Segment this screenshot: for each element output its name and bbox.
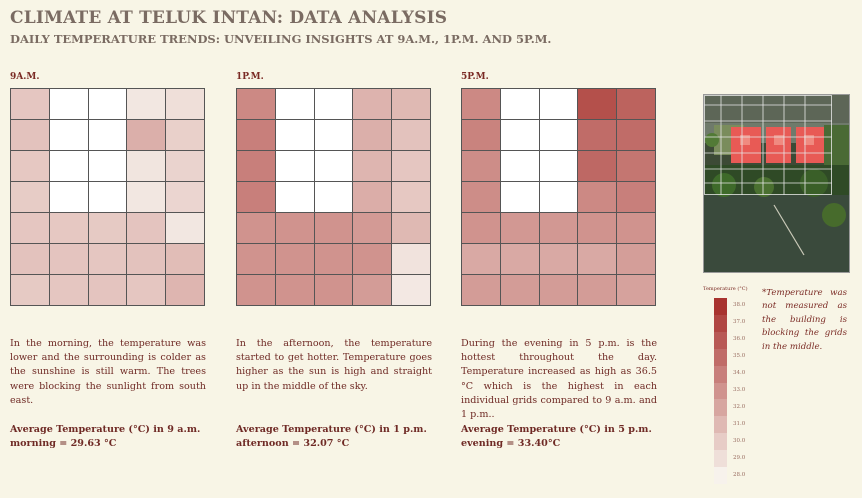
heatmap-cell-r5-c5: [166, 213, 204, 243]
heatmap-cell-r1-c3: [315, 89, 353, 119]
legend-tick-label: 28.0: [733, 471, 746, 478]
average-9am-value: morning = 29.63 °C: [10, 438, 117, 450]
heatmap-cell-r1-c5: [166, 89, 204, 119]
heatmap-cell-r7-c1: [462, 275, 500, 305]
legend-swatch: [714, 315, 727, 332]
heatmap-cell-r2-c3: [89, 120, 127, 150]
heatmap-cell-r5-c3: [89, 213, 127, 243]
heatmap-cell-r4-c2: [276, 182, 314, 212]
legend-tick-label: 38.0: [733, 302, 746, 309]
description-5pm: During the evening in 5 p.m. is the hottest throughout the day. Temperature increased as high as 36.5 °C which is the highest in each individual grids compared to 9 a.m. and 1 p.m..: [461, 338, 657, 421]
legend-swatch: [714, 399, 727, 416]
heatmap-cell-r4-c1: [462, 182, 500, 212]
page-title: CLIMATE AT TELUK INTAN: DATA ANALYSIS: [10, 8, 448, 28]
average-1pm: [236, 423, 466, 451]
average-9am: [10, 423, 240, 451]
heatmap-cell-r4-c3: [89, 182, 127, 212]
heatmap-cell-r5-c2: [50, 213, 88, 243]
heatmap-cell-r7-c1: [11, 275, 49, 305]
average-1pm-label: Average Temperature (°C) in 1 p.m.: [236, 424, 427, 435]
heatmap-cell-r5-c4: [127, 213, 165, 243]
heatmap-cell-r7-c2: [501, 275, 539, 305]
heatmap-cell-r5-c2: [276, 213, 314, 243]
panel-label-5pm: 5P.M.: [461, 72, 489, 82]
heatmap-cell-r3-c5: [392, 151, 430, 181]
heatmap-cell-r5-c3: [315, 213, 353, 243]
heatmap-cell-r3-c1: [11, 151, 49, 181]
heatmap-cell-r6-c3: [540, 244, 578, 274]
heatmap-cell-r6-c3: [89, 244, 127, 274]
heatmap-cell-r4-c2: [501, 182, 539, 212]
panel-label-1pm: 1P.M.: [236, 72, 264, 82]
heatmap-cell-r5-c4: [578, 213, 616, 243]
heatmap-cell-r1-c4: [127, 89, 165, 119]
average-9am-label: Average Temperature (°C) in 9 a.m.: [10, 424, 201, 435]
heatmap-cell-r1-c2: [50, 89, 88, 119]
heatmap-cell-r6-c4: [353, 244, 391, 274]
heatmap-cell-r2-c4: [578, 120, 616, 150]
legend-tick-label: 34.0: [733, 370, 746, 377]
heatmap-cell-r4-c5: [166, 182, 204, 212]
heatmap-cell-r5-c1: [11, 213, 49, 243]
heatmap-cell-r2-c2: [276, 120, 314, 150]
heatmap-cell-r5-c2: [501, 213, 539, 243]
not-measured-note: *Temperature was not measured as the building is blocking the grids in the middle.: [762, 288, 847, 352]
legend-swatch: [714, 383, 727, 400]
legend-swatch: [714, 349, 727, 366]
heatmap-cell-r7-c5: [617, 275, 655, 305]
heatmap-cell-r5-c1: [462, 213, 500, 243]
heatmap-cell-r1-c1: [237, 89, 275, 119]
heatmap-cell-r1-c5: [617, 89, 655, 119]
heatmap-cell-r7-c3: [315, 275, 353, 305]
heatmap-cell-r6-c5: [617, 244, 655, 274]
heatmap-cell-r1-c3: [89, 89, 127, 119]
heatmap-cell-r3-c2: [501, 151, 539, 181]
heatmap-cell-r4-c1: [11, 182, 49, 212]
color-scale-legend: [714, 298, 727, 484]
heatmap-cell-r7-c3: [540, 275, 578, 305]
heatmap-cell-r5-c5: [392, 213, 430, 243]
heatmap-cell-r2-c4: [353, 120, 391, 150]
average-5pm-value: evening = 33.40°C: [461, 438, 561, 450]
heatmap-cell-r1-c1: [11, 89, 49, 119]
heatmap-cell-r2-c3: [315, 120, 353, 150]
heatmap-cell-r3-c1: [462, 151, 500, 181]
heatmap-cell-r7-c5: [166, 275, 204, 305]
heatmap-cell-r3-c2: [276, 151, 314, 181]
heatmap-cell-r1-c3: [540, 89, 578, 119]
heatmap-cell-r1-c2: [276, 89, 314, 119]
heatmap-cell-r6-c2: [501, 244, 539, 274]
page-subtitle: DAILY TEMPERATURE TRENDS: UNVEILING INSIGHTS AT 9A.M., 1P.M. AND 5P.M.: [10, 32, 552, 46]
heatmap-cell-r2-c1: [11, 120, 49, 150]
heatmap-cell-r6-c2: [50, 244, 88, 274]
heatmap-cell-r6-c4: [127, 244, 165, 274]
average-5pm-label: Average Temperature (°C) in 5 p.m.: [461, 424, 652, 435]
heatmap-cell-r3-c2: [50, 151, 88, 181]
heatmap-cell-r6-c1: [11, 244, 49, 274]
heatmap-cell-r4-c3: [540, 182, 578, 212]
heatmap-cell-r3-c5: [617, 151, 655, 181]
heatmap-cell-r7-c1: [237, 275, 275, 305]
heatmap-cell-r6-c2: [276, 244, 314, 274]
heatmap-cell-r5-c3: [540, 213, 578, 243]
heatmap-cell-r2-c5: [617, 120, 655, 150]
heatmap-cell-r3-c3: [315, 151, 353, 181]
heatmap-cell-r1-c1: [462, 89, 500, 119]
heatmap-cell-r4-c4: [578, 182, 616, 212]
heatmap-cell-r2-c1: [462, 120, 500, 150]
legend-tick-label: 30.0: [733, 437, 746, 444]
legend-tick-label: 37.0: [733, 319, 746, 326]
heatmap-1pm: [236, 88, 431, 306]
heatmap-cell-r2-c1: [237, 120, 275, 150]
legend-title: Temperature (°C): [703, 286, 748, 292]
heatmap-cell-r2-c2: [501, 120, 539, 150]
legend-swatch: [714, 450, 727, 467]
heatmap-cell-r7-c2: [276, 275, 314, 305]
heatmap-cell-r2-c4: [127, 120, 165, 150]
heatmap-cell-r3-c4: [353, 151, 391, 181]
legend-swatch: [714, 433, 727, 450]
heatmap-cell-r7-c2: [50, 275, 88, 305]
aerial-map-image: [704, 95, 849, 272]
heatmap-cell-r7-c5: [392, 275, 430, 305]
heatmap-cell-r2-c5: [166, 120, 204, 150]
heatmap-cell-r6-c1: [462, 244, 500, 274]
heatmap-cell-r1-c5: [392, 89, 430, 119]
heatmap-cell-r3-c1: [237, 151, 275, 181]
heatmap-9am: [10, 88, 205, 306]
heatmap-cell-r4-c5: [392, 182, 430, 212]
heatmap-cell-r7-c4: [127, 275, 165, 305]
heatmap-cell-r3-c3: [540, 151, 578, 181]
heatmap-cell-r6-c3: [315, 244, 353, 274]
heatmap-cell-r5-c5: [617, 213, 655, 243]
legend-tick-label: 36.0: [733, 336, 746, 343]
heatmap-cell-r7-c4: [578, 275, 616, 305]
description-1pm: In the afternoon, the temperature started to get hotter. Temperature goes higher as the sun is high and straight up in the middle of the sky.: [236, 338, 432, 392]
legend-tick-label: 29.0: [733, 454, 746, 461]
heatmap-5pm: [461, 88, 656, 306]
heatmap-cell-r2-c2: [50, 120, 88, 150]
heatmap-cell-r1-c4: [353, 89, 391, 119]
legend-swatch: [714, 467, 727, 484]
heatmap-cell-r3-c5: [166, 151, 204, 181]
legend-tick-label: 35.0: [733, 353, 746, 360]
heatmap-cell-r6-c5: [166, 244, 204, 274]
heatmap-cell-r6-c5: [392, 244, 430, 274]
heatmap-cell-r6-c4: [578, 244, 616, 274]
heatmap-cell-r4-c3: [315, 182, 353, 212]
legend-swatch: [714, 298, 727, 315]
legend-tick-label: 31.0: [733, 420, 746, 427]
heatmap-cell-r3-c4: [127, 151, 165, 181]
heatmap-cell-r2-c5: [392, 120, 430, 150]
site-aerial-map: [703, 94, 850, 273]
average-5pm: [461, 423, 691, 451]
legend-swatch: [714, 366, 727, 383]
legend-tick-label: 33.0: [733, 387, 746, 393]
heatmap-cell-r1-c2: [501, 89, 539, 119]
heatmap-cell-r4-c2: [50, 182, 88, 212]
heatmap-cell-r4-c1: [237, 182, 275, 212]
heatmap-cell-r4-c5: [617, 182, 655, 212]
legend-swatch: [714, 416, 727, 433]
heatmap-cell-r7-c4: [353, 275, 391, 305]
heatmap-cell-r5-c1: [237, 213, 275, 243]
heatmap-cell-r1-c4: [578, 89, 616, 119]
heatmap-cell-r6-c1: [237, 244, 275, 274]
heatmap-cell-r7-c3: [89, 275, 127, 305]
heatmap-cell-r4-c4: [127, 182, 165, 212]
heatmap-cell-r3-c3: [89, 151, 127, 181]
average-1pm-value: afternoon = 32.07 °C: [236, 438, 350, 450]
panel-label-9am: 9A.M.: [10, 72, 40, 82]
heatmap-cell-r5-c4: [353, 213, 391, 243]
heatmap-cell-r4-c4: [353, 182, 391, 212]
description-9am: In the morning, the temperature was lower and the surrounding is colder as the sunshine is still warm. The trees were blocking the sunlight from south east.: [10, 338, 206, 406]
heatmap-cell-r2-c3: [540, 120, 578, 150]
legend-tick-label: 32.0: [733, 403, 746, 410]
legend-swatch: [714, 332, 727, 349]
heatmap-cell-r3-c4: [578, 151, 616, 181]
